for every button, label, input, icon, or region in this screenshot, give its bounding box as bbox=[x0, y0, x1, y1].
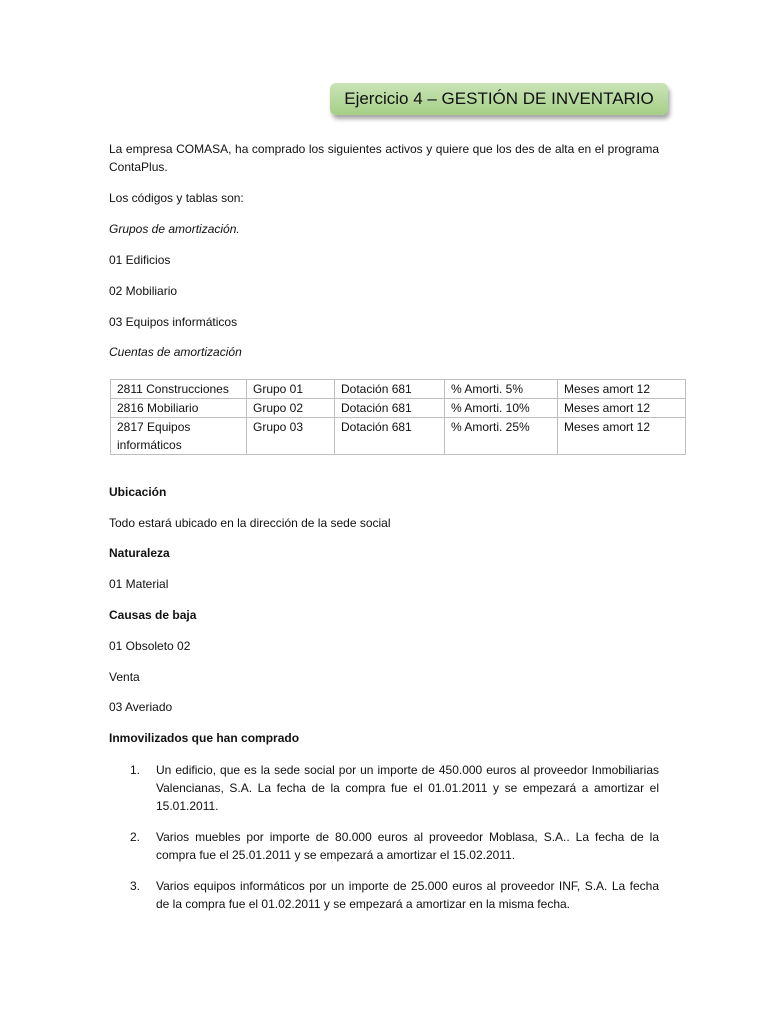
table-cell: Grupo 03 bbox=[247, 418, 335, 455]
table-cell: % Amorti. 25% bbox=[445, 418, 558, 455]
table-cell: Grupo 01 bbox=[247, 380, 335, 399]
list-number: 1. bbox=[130, 763, 141, 777]
codes-heading: Los códigos y tablas son: bbox=[109, 191, 244, 205]
list-item bbox=[130, 761, 659, 815]
table-cell: 2816 Mobiliario bbox=[111, 399, 247, 418]
causes-heading: Causas de baja bbox=[109, 608, 197, 622]
list-text: Varios muebles por importe de 80.000 euros al proveedor Moblasa, S.A.. La fecha de la compra fue el 25.01.2011 y se empezará a amortizar el 15.02.2011. bbox=[156, 830, 659, 862]
nature-text: 01 Material bbox=[109, 577, 169, 591]
group-item: 03 Equipos informáticos bbox=[109, 315, 238, 329]
table-cell: Dotación 681 bbox=[335, 380, 445, 399]
accounts-table bbox=[110, 379, 686, 455]
intro-paragraph: La empresa COMASA, ha comprado los siguientes activos y quiere que los des de alta en el programa ContaPlus. bbox=[109, 142, 659, 174]
location-text: Todo estará ubicado en la dirección de la sede social bbox=[109, 516, 391, 530]
list-text: Un edificio, que es la sede social por un importe de 450.000 euros al proveedor Inmobiliarias Valencianas, S.A. La fecha de la compra fue el 01.01.2011 y se empezará a amortizar el 15.01.2011. bbox=[156, 763, 659, 813]
list-number: 3. bbox=[130, 879, 141, 893]
cause-item: 03 Averiado bbox=[109, 700, 173, 714]
table-cell: Meses amort 12 bbox=[558, 418, 686, 455]
group-item: 01 Edificios bbox=[109, 253, 171, 267]
table-row bbox=[111, 380, 686, 399]
purchases-heading: Inmovilizados que han comprado bbox=[109, 731, 300, 745]
table-cell: Meses amort 12 bbox=[558, 399, 686, 418]
location-heading: Ubicación bbox=[109, 485, 167, 499]
table-cell: % Amorti. 5% bbox=[445, 380, 558, 399]
nature-heading: Naturaleza bbox=[109, 546, 170, 560]
list-item bbox=[130, 828, 659, 864]
cause-item: Venta bbox=[109, 670, 140, 684]
table-cell: % Amorti. 10% bbox=[445, 399, 558, 418]
table-cell: Meses amort 12 bbox=[558, 380, 686, 399]
table-cell: Grupo 02 bbox=[247, 399, 335, 418]
cause-item: 01 Obsoleto 02 bbox=[109, 639, 191, 653]
list-text: Varios equipos informáticos por un importe de 25.000 euros al proveedor INF, S.A. La fecha de la compra fue el 01.02.2011 y se empezará a amortizar en la misma fecha. bbox=[156, 879, 659, 911]
table-row bbox=[111, 399, 686, 418]
group-item: 02 Mobiliario bbox=[109, 284, 178, 298]
table-cell: 2817 Equipos informáticos bbox=[111, 418, 247, 455]
groups-heading: Grupos de amortización. bbox=[109, 222, 240, 236]
accounts-heading: Cuentas de amortización bbox=[109, 345, 242, 359]
table-cell: 2811 Construcciones bbox=[111, 380, 247, 399]
table-cell: Dotación 681 bbox=[335, 399, 445, 418]
list-item bbox=[130, 877, 659, 913]
list-number: 2. bbox=[130, 830, 141, 844]
table-row bbox=[111, 418, 686, 455]
table-cell: Dotación 681 bbox=[335, 418, 445, 455]
exercise-title: Ejercicio 4 – GESTIÓN DE INVENTARIO bbox=[330, 83, 668, 115]
